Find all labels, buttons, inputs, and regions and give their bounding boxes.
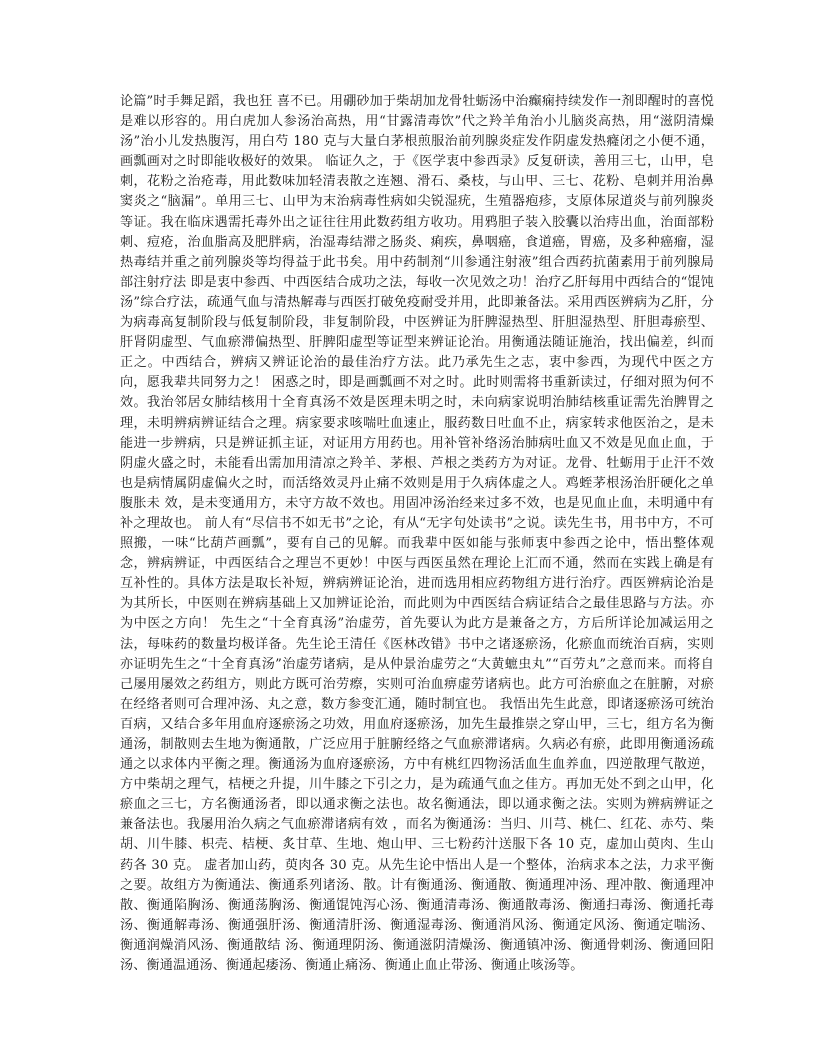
document-page xyxy=(120,92,714,976)
body-paragraph: 论篇”时手舞足蹈，我也狂 喜不已。用硼砂加于柴胡加龙骨牡蛎汤中治癫痫持续发作一剂即醒时的喜悦是难以形容的。用白虎加人参汤治高热，用“甘露清毒饮”代之羚羊角治小儿脑炎高热，用“滋阴清燥汤”治小儿发热腹泻，用白芍 180 克与大量白茅根煎服治前列腺炎症发作阴虚发热癃闭之小便不通，画瓢画对之时即能收极好的效果。 临证久之，于《医学衷中参西录》反复研读，善用三七，山甲，皂刺，花粉之治疮毒，用此数味加轻清表散之连翘、滑石、桑枝，与山甲、三七、花粉、皂刺并用治鼻窦炎之“脑漏”。单用三七、山甲为末治病毒性病如尖锐湿疣，生殖器疱疹，支原体尿道炎与前列腺炎等证。我在临床遇需托毒外出之证往往用此数药组方收功。用鸦胆子装入胶囊以治痔出血，治面部粉刺、痘疮，治血脂高及肥胖病，治湿毒结滞之肠炎、痢疾，鼻咽癌，食道癌，胃癌，及多种癌瘤，湿热毒结并重之前列腺炎等均得益于此书矣。用中药制剂“川参通注射液”组合西药抗菌素用于前列腺局部注射疗法 即是衷中参西、中西医结合成功之法，每收一次见效之功！治疗乙肝每用中西结合的“馄饨汤”综合疗法，疏通气血与清热解毒与西医打破免疫耐受并用，此即兼备法。采用西医辨病为乙肝，分为病毒高复制阶段与低复制阶段，非复制阶段，中医辨证为肝脾湿热型、肝胆湿热型、肝胆毒瘀型、肝肾阴虚型、气血瘀滞偏热型、肝脾阳虚型等证型来辨证论治。用衡通法随证施治，找出偏差，纠而正之。中西结合，辨病又辨证论治的最佳治疗方法。此乃承先生之志，衷中参西，为现代中医之方向，愿我辈共同努力之！ 困惑之时，即是画瓢画不对之时。此时则需将书重新读过，仔细对照为何不效。我治邻居女肺结核用十全育真汤不效是医理未明之时，未向病家说明治肺结核重证需先治脾胃之理，未明辨病辨证结合之理。病家要求咳喘吐血速止，服药数日吐血不止，病家转求他医治之，是未能进一步辨病，只是辨证抓主证，对证用方用药也。用补管补络汤治肺病吐血又不效是见血止血，于阴虚火盛之时，未能看出需加用清凉之羚羊、茅根、芦根之类药方为对证。龙骨、牡蛎用于止汗不效也是病情属阴虚偏火之时，而活络效灵丹止痛不效则是用于久病体虚之人。鸡蛭茅根汤治肝硬化之单腹胀未 效，是未变通用方，未守方故不效也。用固冲汤治经来过多不效，也是见血止血，未明通中有补之理故也。 前人有“尽信书不如无书”之论，有从“无字句处读书”之说。读先生书，用书中方，不可照搬，一味“比葫芦画瓢”，要有自己的见解。而我辈中医如能与张师衷中参西之论中，悟出整体观念，辨病辨证，中西医结合之理岂不更妙！中医与西医虽然在理论上汇而不通，然而在实践上确是有互补性的。具体方法是取长补短，辨病辨证论治，进而选用相应药物组方进行治疗。西医辨病论治是为其所长，中医则在辨病基础上又加辨证论治，而此则为中西医结合病证结合之最佳思路与方法。亦为中医之方向！ 先生之“十全育真汤”治虚劳，首先要认为此方是兼备之方，方后所详论加减运用之法，每味药的数量均极详备。先生论王清任《医林改错》书中之诸逐瘀汤，化瘀血而统治百病，实则亦证明先生之“十全育真汤”治虚劳诸病，是从仲景治虚劳之“大黄蟅虫丸”“百劳丸”之意而来。而将自己屡用屡效之药组方，则此方既可治劳瘵，实则可治血痹虚劳诸病也。此方可治瘀血之在脏腑，对瘀在经络者则可合理冲汤、丸之意，数方参变汇通，随时制宜也。 我悟出先生此意，即诸逐瘀汤可统治百病，又结合多年用血府逐瘀汤之功效，用血府逐瘀汤，加先生最推崇之穿山甲，三七，组方名为衡通汤，制散则去生地为衡通散，广泛应用于脏腑经络之气血瘀滞诸病。久病必有瘀，此即用衡通汤疏通之以求体内平衡之理。衡通汤为血府逐瘀汤，方中有桃红四物汤活血生血养血，四逆散理气散逆，方中柴胡之理气，桔梗之升提，川牛膝之下引之力，是为疏通气血之佳方。再加无处不到之山甲，化瘀血之三七，方名衡通汤者，即以通求衡之法也。故名衡通法，即以通求衡之法。实则为辨病辨证之兼备法也。我屡用治久病之气血瘀滞诸病有效 ，而名为衡通汤：当归、川芎、桃仁、红花、赤芍、柴胡、川牛膝、枳壳、桔梗、炙甘草、生地、炮山甲、三七粉药汁送服下各 10 克，虚加山萸肉、生山药各 30 克。 虚者加山药，萸肉各 30 克。从先生论中悟出人是一个整体，治病求本之法，力求平衡之要。故组方为衡通法、衡通系列诸汤、散。计有衡通汤、衡通散、衡通理冲汤、理冲散、衡通理冲散、衡通陷胸汤、衡通荡胸汤、衡通馄饨泻心汤、衡通清毒汤、衡通散毒汤、衡通扫毒汤、衡通托毒汤、衡通解毒汤、衡通强肝汤、衡通清肝汤、衡通湿毒汤、衡通消风汤、衡通定风汤、衡通定喘汤、衡通润燥消风汤、衡通散结 汤、衡通理阴汤、衡通滋阴清燥汤、衡通镇冲汤、衡通骨刺汤、衡通回阳汤、衡通温通汤、衡通起痿汤、衡通止痛汤、衡通止血止带汤、衡通止咳汤等。 xyxy=(120,94,714,974)
